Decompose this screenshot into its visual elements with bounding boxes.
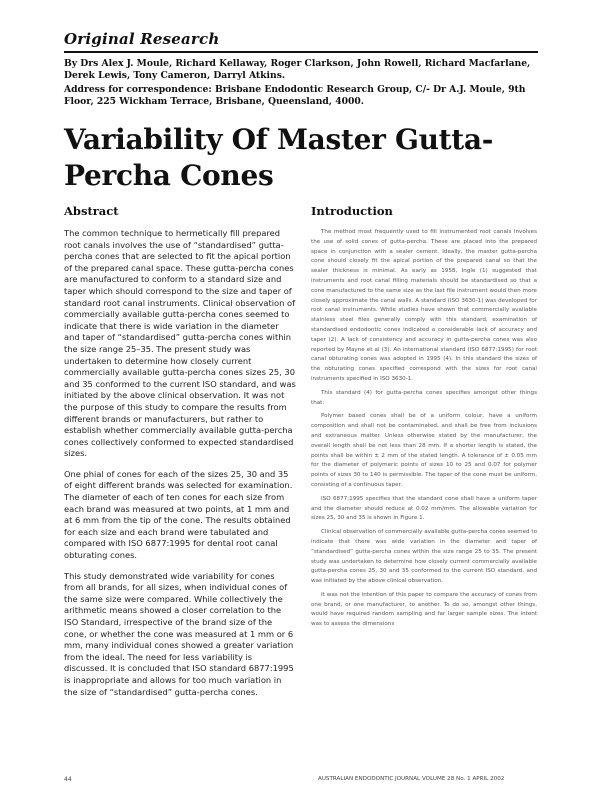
page-number: 44 [64,776,72,783]
section-label: Original Research [64,30,220,48]
abstract-paragraph: One phial of cones for each of the sizes 25, 30 and 35 of eight different brands was selected for examination. The diameter of each of ten cones for each size from each brand was measured at two points, at 1 mm and at 6 mm from the tip of the cone. The results obtained for each size and each brand were tabulated and compared with ISO 6877:1995 for dental root canal obturating cones. [64,468,293,561]
correspondence-address: Address for correspondence: Brisbane Endodontic Research Group, C/- Dr A.J. Moule, 9th Floor, 225 Wickham Terrace, Brisbane, Queensland, 4000. [64,84,526,107]
abstract-body [64,228,296,707]
abstract-paragraph: The common technique to hermetically fill prepared root canals involves the use of “standardised” gutta-percha cones that are selected to fit the apical portion of the prepared canal space. These gutta-percha cones are manufactured to conform to a standard size and taper which should correspond to the size and taper of standard root canal instruments. Clinical observation of commercially available gutta-percha cones seemed to indicate that there is wide variation in the diameter and taper of “standardised” gutta-percha cones within the size range 25–35. The present study was undertaken to determine how closely current commercially available gutta-percha cones sizes 25, 30 and 35 conformed to the current ISO standard, and was initiated by the above clinical observation. It was not the purpose of this study to compare the results from different brands or manufacturers, but rather to establish whether commercially available gutta-percha cones collectively conformed to expected standardised sizes. [64,228,296,459]
introduction-paragraph: The method most frequently used to fill instrumented root canals involves the use of solid cones of gutta-percha. These are placed into the prepared space in conjunction with a sealer cement. Ideally, the master gutta-percha cone should closely fit the apical portion of the prepared canal so that the sealer thickness is minimal. As early as 1958, Ingle (1) suggested that instruments and root canal filling materials should be standardised so that a cone manufactured to the same size as the last file instrument would then more closely approximate the canal walls. A standard (ISO 3630-1) was developed for root canal instruments. While studies have shown that commercially available stainless steel files generally comply with this standard, examination of standardised endodontic cones indicated a considerable lack of accuracy and taper (2). A lack of consistency and accuracy in gutta-percha cones was also reported by Mayne et al (3). An international standard (ISO 6877:1995) for root canal obturating cones was adopted in 1995 (4). In this standard the sizes of the obturating cones specified correspond with the sizes for root canal instruments specified in ISO 3630-1. [311,229,537,382]
article-title: Variability Of Master Gutta-Percha Cones [64,123,494,192]
introduction-paragraph: It was not the intention of this paper to compare the accuracy of cones from one brand, or one manufacturer, to another. To do so, amongst other things, would have required random sampling and far larger sample sizes. The intent was to assess the dimensions [311,591,537,628]
introduction-heading: Introduction [311,204,393,218]
author-list: By Drs Alex J. Moule, Richard Kellaway, Roger Clarkson, John Rowell, Richard Macfarlane, Derek Lewis, Tony Cameron, Darryl Atkins. [64,58,531,81]
header-rule [64,51,538,53]
introduction-paragraph: Clinical observation of commercially available gutta-percha cones seemed to indicate that there was wide variation in the diameter and taper of “standardised” gutta-percha cones within the size range 25 to 35. The present study was undertaken to determine how closely current commercially available gutta-percha cones 25, 30 and 35 conformed to the current ISO standard, and was initiated by the above clinical observation. [311,529,538,585]
introduction-paragraph: Polymer based cones shall be of a uniform colour, have a uniform composition and shall not be contaminated, and shall be free from inclusions and extraneous matter. Unless otherwise stated by the manufacturer, the overall length shall be not less than 28 mm. If a shorter length is stated, the points shall be within ± 2 mm of the stated length. A tolerance of ± 0.05 mm for the diameter of polymeric points of sizes 10 to 25 and 0.07 for polymer points of sizes 30 to 140 is permissible. The taper of the cone must be uniform, consisting of a continuous taper. [311,413,537,488]
introduction-paragraph: ISO 6877:1995 specifies that the standard cone shall have a uniform taper and the diameter should reduce at 0.02 mm/mm. The allowable variation for sizes 25, 30 and 35 is shown in Figure 1. [311,495,537,522]
journal-footer: AUSTRALIAN ENDODONTIC JOURNAL VOLUME 28 No. 1 APRIL 2002 [318,776,505,782]
introduction-body [311,228,537,634]
abstract-paragraph: This study demonstrated wide variability for cones from all brands, for all sizes, when individual cones of the same size were compared. While collectively the arithmetic means showed a closer correlation to the ISO Standard, irrespective of the brand size of the cone, or whether the cone was measured at 1 mm or 6 mm, many individual cones showed a greater variation from the ideal. The need for less variability is discussed. It is concluded that ISO standard 6877:1995 is inappropriate and allows for too much variation in the size of “standardised” gutta-percha cones. [64,570,294,697]
abstract-heading: Abstract [64,204,119,218]
introduction-paragraph: This standard (4) for gutta-percha cones specifies amongst other things that: [311,389,537,406]
